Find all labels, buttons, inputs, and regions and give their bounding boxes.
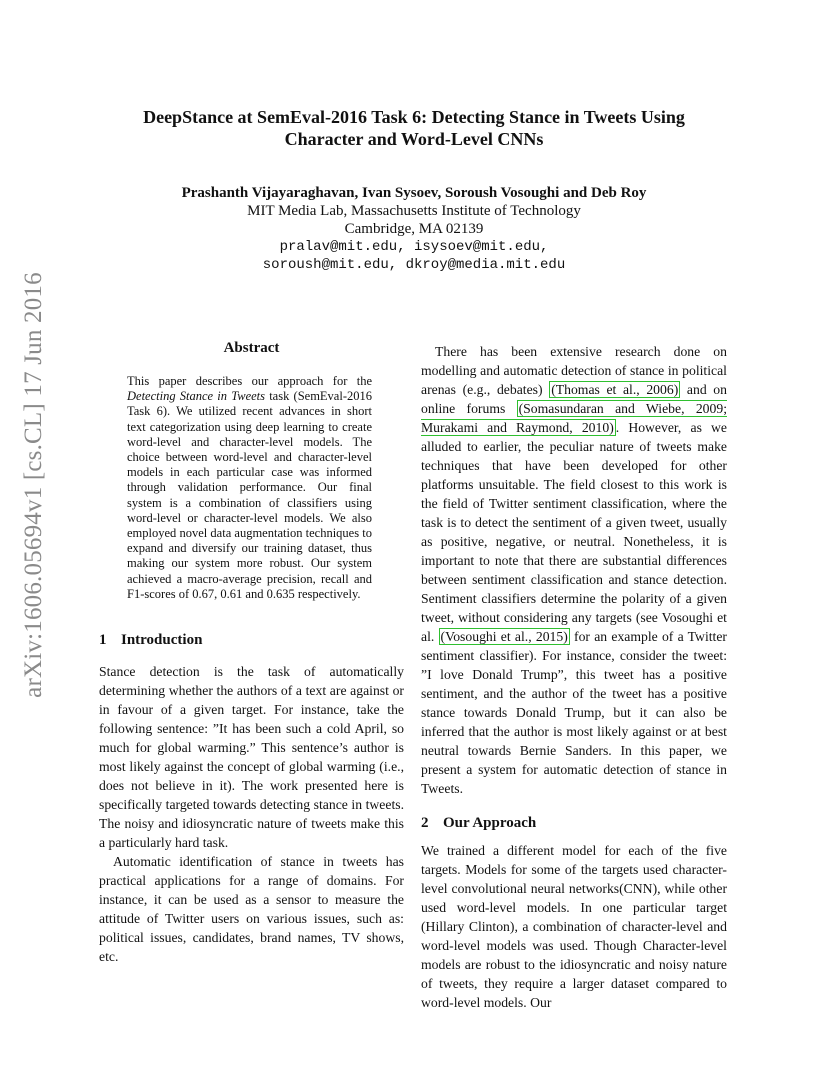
section-number: 2 <box>421 815 429 831</box>
related-text-b: and on online forums <box>421 382 727 416</box>
section-heading-introduction <box>99 632 404 649</box>
citation-link[interactable]: (Somasundaran and Wiebe, 2009; Murakami and Raymond, 2010) <box>421 401 727 435</box>
paper-title <box>96 106 732 150</box>
section-heading-our-approach <box>421 815 727 832</box>
arxiv-stamp <box>4 272 64 698</box>
intro-paragraph-1: Stance detection is the task of automatically determining whether the authors of a text are against or in favour of a given target. For instance, take the following sentence: ”It has been such a cold April, so much for global warming.” This sentence’s author is most likely against the concept of global warming (i.e., does not believe in it). The work presented here is specifically targeted towards detecting stance in tweets. The noisy and idiosyncratic nature of tweets make this a particularly hard task. <box>99 664 404 851</box>
title-line-1: DeepStance at SemEval-2016 Task 6: Detecting Stance in Tweets Using <box>143 107 685 127</box>
author-block <box>96 184 732 274</box>
citation-link[interactable]: (Thomas et al., 2006) <box>551 382 679 397</box>
abstract-text <box>127 374 372 602</box>
arxiv-id: arXiv:1606.05694v1 [cs.CL] 17 Jun 2016 <box>20 272 47 698</box>
related-text-d: for an example of a Twitter sentiment classifier). For instance, consider the tweet: ”I love Donald Trump”, this tweet has a positive sentiment, and the author of the tweet has a positive stance towards Donald Trump, but it can also be inferred that the author is most likely against or at best neutral towards Bernie Sanders. In this paper, we present a system for automatic detection of stance in Tweets. <box>421 629 727 796</box>
abstract-heading: Abstract <box>223 340 280 356</box>
related-work-paragraph <box>421 342 727 798</box>
section-title: Our Approach <box>443 815 537 831</box>
title-line-2: Character and Word-Level CNNs <box>284 129 544 149</box>
related-text-c: . However, as we alluded to earlier, the peculiar nature of tweets make techniques that have been developed for other platforms unsuitable. The field closest to this work is the field of Twitter sentiment classification, where the task is to detect the sentiment of a given tweet, usually as positive, negative, or neutral. Nonetheless, it is important to note that there are substantial differences between sentiment classification and stance detection. Sentiment classifiers determine the polarity of a given tweet, without considering any targets (see Vosoughi et al. <box>421 420 727 644</box>
author-location: Cambridge, MA 02139 <box>344 221 484 237</box>
right-column <box>421 342 727 1012</box>
section-title: Introduction <box>121 632 203 649</box>
section-number: 1 <box>99 632 107 649</box>
abstract-task-name: Detecting Stance in Tweets <box>127 389 266 404</box>
author-names: Prashanth Vijayaraghavan, Ivan Sysoev, Soroush Vosoughi and Deb Roy <box>181 185 647 201</box>
citation-link[interactable]: (Vosoughi et al., 2015) <box>440 629 568 644</box>
author-affiliation: MIT Media Lab, Massachusetts Institute of Technology <box>247 203 581 219</box>
intro-paragraph-2: Automatic identification of stance in tweets has practical applications for a range of domains. For instance, it can be used as a sensor to measure the attitude of Twitter users on various issues, such as: political issues, candidates, brand names, TV shows, etc. <box>99 854 404 965</box>
author-emails-2: soroush@mit.edu, dkroy@media.mit.edu <box>262 257 566 273</box>
related-text-a: There has been extensive research done on modelling and automatic detection of stance in political arenas (e.g., debates) <box>421 344 727 397</box>
abstract-text-a: This paper describes our approach for the <box>127 374 372 388</box>
approach-paragraph: We trained a different model for each of the five targets. Models for some of the targets used character-level convolutional neural networks(CNN), while other used word-level models. In one particular target (Hillary Clinton), a combination of character-level and word-level models was used. Though Character-level models are robust to the idiosyncratic and noisy nature of tweets, they require a larger dataset compared to word-level models. Our <box>421 843 727 1010</box>
abstract-text-b: task (SemEval-2016 Task 6). We utilized recent advances in short text categorization using deep learning to create word-level and character-level models. The choice between word-level and character-level models in each particular case was informed through validation performance. Our final system is a combination of classifiers using word-level or character-level models. We also employed novel data augmentation techniques to expand and diversify our training dataset, thus making our system more robust. Our system achieved a macro-average precision, recall and F1-scores of 0.67, 0.61 and 0.635 respectively. <box>127 389 372 601</box>
author-emails-1: pralav@mit.edu, isysoev@mit.edu, <box>279 239 549 255</box>
left-column <box>99 340 404 966</box>
